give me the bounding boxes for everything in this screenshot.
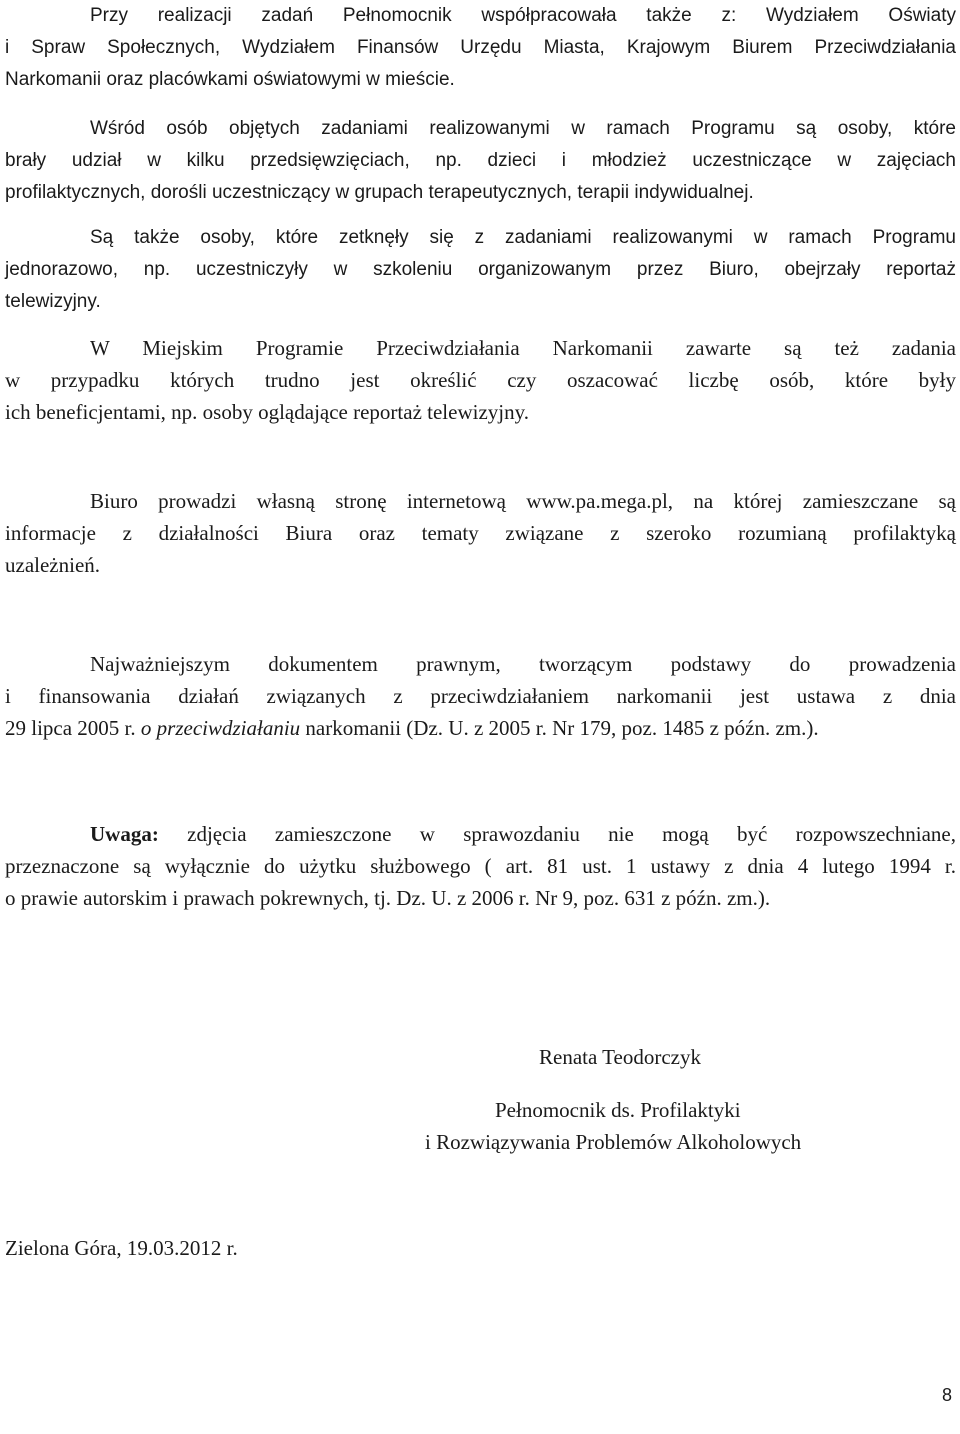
text-line: Narkomanii oraz placówkami oświatowymi w mieście. bbox=[5, 69, 455, 90]
text-line: w przypadku których trudno jest określić czy oszacować liczbę osób, które były bbox=[5, 368, 956, 392]
signature-title-line2: i Rozwiązywania Problemów Alkoholowych bbox=[425, 1130, 802, 1154]
text-line: jednorazowo, np. uczestniczyły w szkoleniu organizowanym przez Biuro, obejrzały reportaż bbox=[5, 259, 956, 280]
text-line: W Miejskim Programie Przeciwdziałania Narkomanii zawarte są też zadania bbox=[90, 336, 956, 360]
paragraph-cooperation bbox=[5, 0, 956, 96]
text-line: brały udział w kilku przedsięwzięciach, np. dzieci i młodzież uczestniczące w zajęciach bbox=[5, 150, 956, 171]
paragraph-one-time-participants bbox=[5, 222, 956, 318]
place-and-date: Zielona Góra, 19.03.2012 r. bbox=[5, 1236, 238, 1260]
text-line: i Spraw Społecznych, Wydziałem Finansów Urzędu Miasta, Krajowym Biurem Przeciwdziałania bbox=[5, 37, 956, 58]
paragraph-legal-basis bbox=[5, 648, 956, 744]
text-fragment: 29 lipca 2005 r. bbox=[5, 716, 141, 740]
text-fragment: narkomanii (Dz. U. z 2005 r. Nr 179, poz. 1485 z późn. zm.). bbox=[300, 716, 819, 740]
page-number: 8 bbox=[941, 1385, 952, 1405]
paragraph-notice bbox=[5, 818, 956, 914]
text-line: i finansowania działań związanych z przeciwdziałaniem narkomanii jest ustawa z dnia bbox=[5, 684, 956, 708]
text-line: ich beneficjentami, np. osoby oglądające reportaż telewizyjny. bbox=[5, 400, 530, 424]
text-line: o prawie autorskim i prawach pokrewnych, tj. Dz. U. z 2006 r. Nr 9, poz. 631 z późn. zm.). bbox=[5, 886, 771, 910]
notice-label: Uwaga: bbox=[90, 822, 159, 846]
signature-title-line1: Pełnomocnik ds. Profilaktyki bbox=[495, 1098, 741, 1122]
text-line: Wśród osób objętych zadaniami realizowanymi w ramach Programu są osoby, które bbox=[90, 118, 956, 139]
paragraph-website bbox=[5, 485, 956, 581]
text-line: Biuro prowadzi własną stronę internetową www.pa.mega.pl, na której zamieszczane są bbox=[90, 489, 956, 513]
text-line: informacje z działalności Biura oraz tematy związane z szeroko rozumianą profilaktyką bbox=[5, 521, 956, 545]
text-line: uzależnień. bbox=[5, 553, 101, 577]
signature-name: Renata Teodorczyk bbox=[539, 1045, 701, 1069]
text-line: przeznaczone są wyłącznie do użytku służbowego ( art. 81 ust. 1 ustawy z dnia 4 lutego 1994 r. bbox=[5, 854, 956, 878]
text-line: profilaktycznych, dorośli uczestniczący w grupach terapeutycznych, terapii indywidualnej. bbox=[5, 182, 754, 203]
text-line: Najważniejszym dokumentem prawnym, tworzącym podstawy do prowadzenia bbox=[90, 652, 956, 676]
law-title-italic: o przeciwdziałaniu bbox=[140, 716, 301, 740]
text-fragment: zdjęcia zamieszczone w sprawozdaniu nie mogą być rozpowszechniane, bbox=[158, 822, 956, 846]
text-line bbox=[5, 712, 956, 744]
paragraph-participants bbox=[5, 113, 956, 209]
text-line: Przy realizacji zadań Pełnomocnik współpracowała także z: Wydziałem Oświaty bbox=[90, 5, 956, 26]
text-line: telewizyjny. bbox=[5, 291, 101, 312]
text-line bbox=[5, 818, 956, 850]
text-line: Są także osoby, które zetknęły się z zadaniami realizowanymi w ramach Programu bbox=[90, 227, 956, 248]
paragraph-program-tasks bbox=[5, 332, 956, 428]
